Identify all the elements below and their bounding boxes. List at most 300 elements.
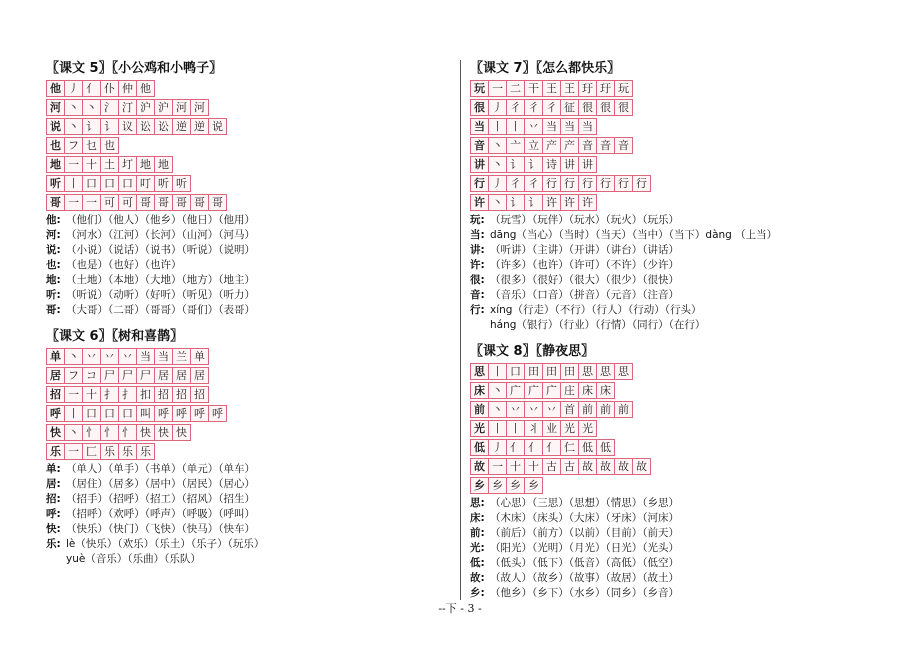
stroke-cell: 仲	[118, 80, 137, 97]
stroke-cell: 故	[578, 458, 597, 475]
stroke-cell: 行	[596, 175, 615, 192]
vocabulary-char: 行:	[470, 304, 485, 316]
stroke-cell: 沪	[136, 99, 155, 116]
stroke-cell: 忄	[118, 424, 137, 441]
stroke-cell: 丿	[488, 439, 507, 456]
stroke-cell: 亻	[82, 80, 101, 97]
vocabulary-words: （也是）（也好）（也许）	[66, 259, 182, 271]
vocabulary-row	[46, 522, 446, 537]
vocabulary-words: （玩雪）（玩伴）（玩水）（玩火）（玩乐）	[490, 214, 679, 226]
stroke-cell: 尸	[118, 367, 137, 384]
stroke-cell: 一	[488, 458, 507, 475]
page-footer: --下 - 3 -	[438, 602, 482, 615]
stroke-order-grid	[470, 363, 890, 494]
vocabulary-words: （听讲）（主讲）（开讲）（讲台）（讲话）	[490, 244, 679, 256]
stroke-cell: 故	[614, 458, 633, 475]
vocabulary-char: 乐:	[46, 538, 61, 550]
stroke-cell: 议	[118, 118, 137, 135]
stroke-order-row	[470, 156, 890, 173]
stroke-order-row	[46, 175, 446, 192]
stroke-cell: 可	[100, 194, 119, 211]
stroke-cell: 亻	[542, 439, 561, 456]
stroke-cell: 哥	[172, 194, 191, 211]
vocabulary-row	[46, 288, 446, 303]
stroke-cell: 尸	[100, 367, 119, 384]
stroke-cell: 讲	[578, 156, 597, 173]
stroke-cell: 口	[82, 405, 101, 422]
stroke-cell: 丶	[488, 137, 507, 154]
stroke-cell: 很	[578, 99, 597, 116]
vocabulary-list	[46, 213, 446, 318]
stroke-cell: 十	[82, 386, 101, 403]
stroke-cell: 招	[190, 386, 209, 403]
stroke-cell: 首	[560, 401, 579, 418]
stroke-cell: 故	[632, 458, 651, 475]
stroke-order-row	[470, 363, 890, 380]
stroke-cell: 沪	[154, 99, 173, 116]
stroke-cell: 氵	[100, 99, 119, 116]
stroke-cell: 许	[578, 194, 597, 211]
stroke-cell: 丿	[64, 80, 83, 97]
vocabulary-row	[46, 243, 446, 258]
stroke-order-row	[470, 118, 890, 135]
vocabulary-char: 地:	[46, 274, 61, 286]
stroke-order-row	[46, 137, 446, 154]
vocabulary-row	[470, 496, 890, 511]
vocabulary-words: （阳光）（光明）（月光）（日光）（光头）	[490, 542, 679, 554]
vocabulary-char: 很:	[470, 274, 485, 286]
stroke-cell: 行	[632, 175, 651, 192]
stroke-cell: 丨	[488, 420, 507, 437]
vocabulary-row	[470, 258, 890, 273]
stroke-cell: 乐	[100, 443, 119, 460]
vocabulary-char: 讲:	[470, 244, 485, 256]
vocabulary-row	[470, 526, 890, 541]
stroke-cell: 讠	[100, 118, 119, 135]
vocabulary-char: 故:	[470, 572, 485, 584]
vocabulary-words: （故人）（故乡）（故事）（故居）（故土）	[490, 572, 679, 584]
stroke-cell: 立	[524, 137, 543, 154]
stroke-cell: 丷	[100, 348, 119, 365]
stroke-cell: 乐	[136, 443, 155, 460]
lesson-title: 〖课文 5〗〖小公鸡和小鸭子〗	[46, 61, 223, 76]
stroke-cell: 逆	[172, 118, 191, 135]
stroke-cell: 单	[190, 348, 209, 365]
stroke-order-row	[470, 194, 890, 211]
stroke-cell: 丬	[524, 420, 543, 437]
stroke-cell: 土	[100, 156, 119, 173]
vocabulary-row	[46, 537, 446, 552]
stroke-cell: 叫	[136, 405, 155, 422]
stroke-order-row	[470, 137, 890, 154]
stroke-cell: 当	[542, 118, 561, 135]
vocabulary-row	[470, 511, 890, 526]
stroke-cell: 思	[470, 363, 489, 380]
stroke-cell: 口	[82, 175, 101, 192]
stroke-order-row	[46, 386, 446, 403]
stroke-cell: 征	[560, 99, 579, 116]
stroke-cell: 说	[208, 118, 227, 135]
stroke-order-row	[46, 424, 446, 441]
stroke-order-row	[46, 156, 446, 173]
stroke-cell: 当	[470, 118, 489, 135]
vocabulary-row	[46, 462, 446, 477]
stroke-cell: 口	[118, 175, 137, 192]
vocabulary-char: 许:	[470, 259, 485, 271]
stroke-cell: 业	[542, 420, 561, 437]
vocabulary-char: 居:	[46, 478, 61, 490]
vocabulary-list	[470, 213, 890, 333]
stroke-order-row	[470, 477, 890, 494]
stroke-cell: 居	[46, 367, 65, 384]
stroke-cell: 仁	[560, 439, 579, 456]
stroke-order-grid	[470, 80, 890, 211]
right-column	[470, 60, 890, 611]
stroke-cell: 玩	[614, 80, 633, 97]
stroke-cell: 当	[560, 118, 579, 135]
vocabulary-char: 快:	[46, 523, 61, 535]
stroke-cell: 玩	[470, 80, 489, 97]
vocabulary-words: （小说）（说话）（说书）（听说）（说明）	[66, 244, 255, 256]
vocabulary-char: 乡:	[470, 587, 485, 599]
vocabulary-char: 光:	[470, 542, 485, 554]
stroke-cell: 亻	[506, 439, 525, 456]
stroke-cell: 地	[46, 156, 65, 173]
stroke-cell: 招	[172, 386, 191, 403]
stroke-cell: 单	[46, 348, 65, 365]
vocabulary-words: （他们）（他人）（他乡）（他日）（他用）	[66, 214, 255, 226]
stroke-cell: 丷	[118, 348, 137, 365]
stroke-cell: 哥	[136, 194, 155, 211]
vocabulary-row	[470, 288, 890, 303]
stroke-cell: 彳	[506, 175, 525, 192]
vocabulary-row	[470, 541, 890, 556]
lesson-title: 〖课文 7〗〖怎么都快乐〗	[470, 61, 621, 76]
stroke-cell: 讲	[470, 156, 489, 173]
stroke-cell: 二	[506, 80, 525, 97]
vocabulary-row	[470, 556, 890, 571]
stroke-cell: 丶	[64, 424, 83, 441]
stroke-order-row	[470, 458, 890, 475]
stroke-cell: 地	[136, 156, 155, 173]
stroke-cell: 听	[154, 175, 173, 192]
stroke-cell: 快	[172, 424, 191, 441]
stroke-cell: 河	[46, 99, 65, 116]
vocabulary-words: （招手）（招呼）（招工）（招风）（招生）	[66, 493, 255, 505]
stroke-cell: 音	[578, 137, 597, 154]
stroke-cell: 丷	[542, 401, 561, 418]
stroke-order-row	[470, 401, 890, 418]
stroke-cell: 音	[596, 137, 615, 154]
stroke-order-row	[470, 80, 890, 97]
stroke-cell: 讼	[136, 118, 155, 135]
vocabulary-char: 呼:	[46, 508, 61, 520]
stroke-cell: 思	[578, 363, 597, 380]
stroke-cell: 光	[470, 420, 489, 437]
stroke-cell: 呼	[46, 405, 65, 422]
vocabulary-words: háng（银行）（行业）（行情）（同行）（在行）	[490, 319, 706, 331]
stroke-cell: 乐	[46, 443, 65, 460]
stroke-cell: フ	[64, 137, 83, 154]
vocabulary-row	[46, 273, 446, 288]
stroke-cell: 十	[506, 458, 525, 475]
vocabulary-row	[46, 552, 446, 567]
stroke-cell: 低	[596, 439, 615, 456]
stroke-cell: 讠	[524, 156, 543, 173]
stroke-cell: 行	[614, 175, 633, 192]
stroke-cell: 兰	[172, 348, 191, 365]
vocabulary-row	[470, 243, 890, 258]
vocabulary-row	[470, 303, 890, 318]
stroke-order-row	[46, 118, 446, 135]
stroke-cell: 干	[524, 80, 543, 97]
vocabulary-row	[470, 318, 890, 333]
stroke-cell: 招	[154, 386, 173, 403]
vocabulary-char: 他:	[46, 214, 61, 226]
vocabulary-row	[470, 213, 890, 228]
stroke-cell: 床	[578, 382, 597, 399]
stroke-cell: 古	[542, 458, 561, 475]
vocabulary-words: （居住）（居多）（居中）（居民）（居心）	[66, 478, 255, 490]
stroke-cell: コ	[82, 367, 101, 384]
stroke-cell: 招	[46, 386, 65, 403]
stroke-cell: 快	[46, 424, 65, 441]
vocabulary-words: （他乡）（乡下）（水乡）（同乡）（乡音）	[490, 587, 679, 599]
stroke-cell: 也	[100, 137, 119, 154]
stroke-cell: 扌	[100, 386, 119, 403]
stroke-cell: 忄	[100, 424, 119, 441]
vocabulary-char	[470, 318, 490, 333]
vocabulary-char: 思:	[470, 497, 485, 509]
stroke-cell: 匚	[82, 443, 101, 460]
stroke-cell: 亻	[524, 439, 543, 456]
stroke-cell: 光	[560, 420, 579, 437]
stroke-cell: 十	[524, 458, 543, 475]
stroke-cell: 叮	[136, 175, 155, 192]
stroke-cell: 河	[172, 99, 191, 116]
stroke-cell: 丷	[82, 348, 101, 365]
stroke-cell: 呼	[190, 405, 209, 422]
stroke-cell: 许	[470, 194, 489, 211]
lesson-title: 〖课文 6〗〖树和喜鹊〗	[46, 329, 184, 344]
stroke-cell: 口	[100, 405, 119, 422]
stroke-cell: 一	[64, 156, 83, 173]
vocabulary-char: 低:	[470, 557, 485, 569]
vocabulary-char: 音:	[470, 289, 485, 301]
stroke-cell: 丷	[524, 401, 543, 418]
stroke-cell: 玗	[596, 80, 615, 97]
stroke-cell: 广	[542, 382, 561, 399]
stroke-cell: 一	[64, 443, 83, 460]
lesson-title: 〖课文 8〗〖静夜思〗	[470, 344, 595, 359]
stroke-cell: 居	[190, 367, 209, 384]
vocabulary-words: （单人）（单手）（书单）（单元）（单车）	[66, 463, 255, 475]
stroke-cell: 居	[154, 367, 173, 384]
vocabulary-row	[470, 571, 890, 586]
stroke-cell: 很	[470, 99, 489, 116]
vocabulary-words: （许多）（也许）（许可）（不许）（少许）	[490, 259, 679, 271]
vocabulary-char: 哥:	[46, 304, 61, 316]
stroke-cell: 广	[506, 382, 525, 399]
stroke-order-grid	[46, 348, 446, 460]
lesson-section	[46, 60, 446, 318]
stroke-cell: 听	[172, 175, 191, 192]
vocabulary-char: 单:	[46, 463, 61, 475]
vocabulary-char: 当:	[470, 229, 485, 241]
vocabulary-words: （心思）（三思）（思想）（情思）（乡思）	[490, 497, 679, 509]
stroke-order-row	[470, 175, 890, 192]
vocabulary-row	[470, 273, 890, 288]
stroke-cell: 十	[82, 156, 101, 173]
stroke-cell: フ	[64, 367, 83, 384]
stroke-cell: 一	[64, 194, 83, 211]
vocabulary-words: （快乐）（快门）（飞快）（快马）（快车）	[66, 523, 255, 535]
stroke-cell: 行	[470, 175, 489, 192]
stroke-cell: 许	[542, 194, 561, 211]
column-divider	[460, 60, 461, 600]
stroke-cell: 哥	[190, 194, 209, 211]
stroke-cell: 当	[136, 348, 155, 365]
stroke-cell: 思	[596, 363, 615, 380]
stroke-cell: 丶	[64, 348, 83, 365]
stroke-cell: 口	[506, 363, 525, 380]
vocabulary-words: xíng（行走）（不行）（行人）（行动）（行头）	[490, 304, 702, 316]
stroke-cell: 亠	[506, 137, 525, 154]
stroke-cell: 故	[470, 458, 489, 475]
vocabulary-words: （大哥）（二哥）（哥哥）（哥们）（表哥）	[66, 304, 255, 316]
stroke-cell: 古	[560, 458, 579, 475]
stroke-cell: 很	[596, 99, 615, 116]
lesson-section	[470, 343, 890, 601]
stroke-cell: 哥	[46, 194, 65, 211]
stroke-cell: 丶	[82, 99, 101, 116]
stroke-cell: 讼	[154, 118, 173, 135]
stroke-cell: 床	[470, 382, 489, 399]
vocabulary-char	[46, 552, 66, 567]
stroke-cell: 快	[154, 424, 173, 441]
stroke-cell: 说	[46, 118, 65, 135]
stroke-cell: 一	[64, 386, 83, 403]
stroke-cell: 前	[470, 401, 489, 418]
stroke-cell: 产	[560, 137, 579, 154]
vocabulary-words: （很多）（很好）（很大）（很少）（很快）	[490, 274, 679, 286]
stroke-cell: 他	[46, 80, 65, 97]
stroke-cell: 彳	[506, 99, 525, 116]
stroke-order-row	[46, 405, 446, 422]
stroke-cell: 乡	[488, 477, 507, 494]
stroke-order-row	[46, 194, 446, 211]
stroke-cell: 呼	[154, 405, 173, 422]
stroke-cell: 仆	[100, 80, 119, 97]
stroke-cell: 听	[46, 175, 65, 192]
vocabulary-char: 说:	[46, 244, 61, 256]
vocabulary-words: （土地）（本地）（大地）（地方）（地主）	[66, 274, 255, 286]
stroke-cell: 尸	[136, 367, 155, 384]
stroke-cell: 也	[46, 137, 65, 154]
stroke-cell: 前	[614, 401, 633, 418]
stroke-cell: 可	[118, 194, 137, 211]
stroke-cell: 丨	[64, 175, 83, 192]
stroke-cell: 逆	[190, 118, 209, 135]
stroke-order-row	[46, 99, 446, 116]
vocabulary-row	[46, 228, 446, 243]
stroke-cell: 产	[542, 137, 561, 154]
stroke-cell: 低	[578, 439, 597, 456]
stroke-cell: 很	[614, 99, 633, 116]
vocabulary-char: 招:	[46, 493, 61, 505]
stroke-cell: 快	[136, 424, 155, 441]
stroke-cell: 前	[596, 401, 615, 418]
stroke-cell: 丨	[506, 420, 525, 437]
stroke-cell: 口	[118, 405, 137, 422]
stroke-cell: 丶	[64, 99, 83, 116]
stroke-cell: 行	[578, 175, 597, 192]
vocabulary-row	[46, 477, 446, 492]
vocabulary-words: （招呼）（欢呼）（呼声）（呼吸）（呼叫）	[66, 508, 255, 520]
vocabulary-words: （前后）（前方）（以前）（目前）（前天）	[490, 527, 679, 539]
stroke-cell: 田	[560, 363, 579, 380]
stroke-cell: 扌	[118, 386, 137, 403]
stroke-cell: 汀	[118, 99, 137, 116]
stroke-cell: 丶	[488, 194, 507, 211]
lesson-section	[470, 60, 890, 333]
stroke-cell: 故	[596, 458, 615, 475]
stroke-cell: 乜	[82, 137, 101, 154]
stroke-cell: 哥	[208, 194, 227, 211]
vocabulary-row	[46, 213, 446, 228]
vocabulary-char: 前:	[470, 527, 485, 539]
vocabulary-row	[46, 258, 446, 273]
vocabulary-char: 河:	[46, 229, 61, 241]
stroke-cell: 讠	[506, 156, 525, 173]
stroke-cell: 床	[596, 382, 615, 399]
vocabulary-list	[470, 496, 890, 601]
stroke-cell: 丨	[488, 118, 507, 135]
vocabulary-char: 听:	[46, 289, 61, 301]
stroke-cell: 呼	[172, 405, 191, 422]
vocabulary-row	[470, 228, 890, 243]
stroke-order-row	[46, 80, 446, 97]
stroke-cell: 讠	[82, 118, 101, 135]
stroke-cell: 丨	[64, 405, 83, 422]
stroke-order-row	[470, 439, 890, 456]
stroke-cell: 田	[524, 363, 543, 380]
stroke-cell: 他	[136, 80, 155, 97]
stroke-cell: 讠	[524, 194, 543, 211]
stroke-cell: 乡	[470, 477, 489, 494]
stroke-cell: 庄	[560, 382, 579, 399]
stroke-cell: 丷	[506, 401, 525, 418]
vocabulary-list	[46, 462, 446, 567]
vocabulary-char: 玩:	[470, 214, 485, 226]
stroke-cell: 广	[524, 382, 543, 399]
stroke-cell: 彳	[542, 99, 561, 116]
stroke-order-row	[470, 99, 890, 116]
stroke-cell: 彳	[524, 99, 543, 116]
stroke-cell: 王	[542, 80, 561, 97]
stroke-cell: 丷	[524, 118, 543, 135]
stroke-cell: 丿	[488, 99, 507, 116]
stroke-order-grid	[46, 80, 446, 211]
stroke-cell: 当	[578, 118, 597, 135]
stroke-cell: 低	[470, 439, 489, 456]
stroke-cell: 一	[82, 194, 101, 211]
stroke-cell: 居	[172, 367, 191, 384]
stroke-order-row	[46, 443, 446, 460]
stroke-cell: 行	[542, 175, 561, 192]
stroke-cell: 光	[578, 420, 597, 437]
vocabulary-words: lè（快乐）（欢乐）（乐土）（乐子）（玩乐）	[66, 538, 265, 550]
